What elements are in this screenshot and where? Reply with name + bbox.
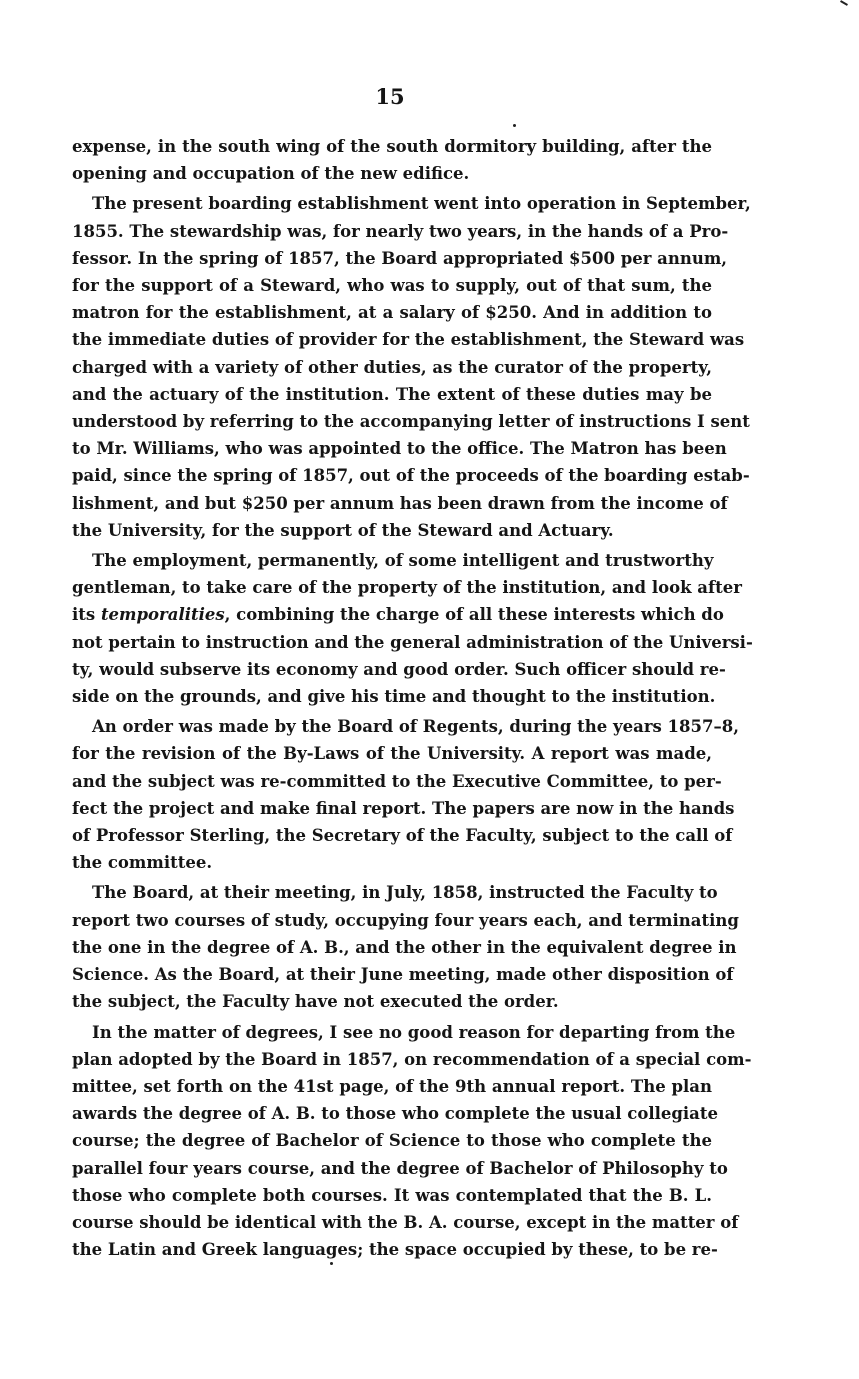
text-line: to Mr. Williams, who was appointed to the office. The Matron has been bbox=[72, 439, 727, 459]
text-line: the one in the degree of A. B., and the other in the equivalent degree in bbox=[72, 937, 737, 957]
scan-speck bbox=[330, 1262, 333, 1265]
text-line: The employment, permanently, of some intelligent and trustworthy bbox=[92, 551, 714, 571]
paragraph-2 bbox=[72, 190, 751, 544]
text-line: 1855. The stewardship was, for nearly two years, in the hands of a Pro- bbox=[72, 221, 729, 241]
text-line: lishment, and but $250 per annum has been drawn from the income of bbox=[72, 493, 728, 513]
italic-term: temporalities bbox=[100, 605, 225, 625]
text-line: and the subject was re-committed to the Executive Committee, to per- bbox=[72, 771, 722, 791]
paragraph-3 bbox=[72, 547, 753, 710]
text-line: those who complete both courses. It was contemplated that the B. L. bbox=[72, 1185, 712, 1205]
text-line: mittee, set forth on the 41st page, of the 9th annual report. The plan bbox=[72, 1076, 712, 1096]
text-line: parallel four years course, and the degree of Bachelor of Philosophy to bbox=[72, 1158, 728, 1178]
text-line: gentleman, to take care of the property of the institution, and look after bbox=[72, 578, 742, 598]
text-line: expense, in the south wing of the south dormitory building, after the bbox=[72, 137, 712, 156]
text-line: matron for the establishment, at a salary of $250. And in addition to bbox=[72, 303, 712, 323]
text-line: course; the degree of Bachelor of Science to those who complete the bbox=[72, 1131, 712, 1151]
text-line: ty, would subserve its economy and good order. Such officer should re- bbox=[72, 659, 726, 679]
paragraph-4 bbox=[72, 713, 739, 876]
text-line: charged with a variety of other duties, as the curator of the property, bbox=[72, 357, 712, 377]
text-line: side on the grounds, and give his time and thought to the institution. bbox=[72, 687, 716, 707]
text-line: the committee. bbox=[72, 853, 213, 873]
text-line: understood by referring to the accompanying letter of instructions I sent bbox=[72, 412, 750, 432]
text-line: the University, for the support of the Steward and Actuary. bbox=[72, 520, 614, 540]
text-line: The present boarding establishment went into operation in September, bbox=[92, 194, 751, 214]
page-number: 15 bbox=[375, 84, 405, 109]
text-line: the immediate duties of provider for the establishment, the Steward was bbox=[72, 330, 745, 350]
text-line: course should be identical with the B. A. course, except in the matter of bbox=[72, 1212, 739, 1232]
text-line: paid, since the spring of 1857, out of the proceeds of the boarding estab- bbox=[72, 466, 750, 486]
text-line: the Latin and Greek languages; the space occupied by these, to be re- bbox=[72, 1240, 718, 1260]
text-line: its temporalities, combining the charge of all these interests which do bbox=[72, 605, 724, 625]
scan-speck bbox=[513, 124, 516, 127]
text-line: not pertain to instruction and the general administration of the Universi- bbox=[72, 632, 753, 652]
scan-edge-mark bbox=[840, 0, 848, 6]
text-line: fessor. In the spring of 1857, the Board appropriated $500 per annum, bbox=[72, 248, 728, 268]
text-line: The Board, at their meeting, in July, 1858, instructed the Faculty to bbox=[92, 883, 718, 903]
text-line: In the matter of degrees, I see no good reason for departing from the bbox=[92, 1022, 736, 1042]
text-line: awards the degree of A. B. to those who complete the usual collegiate bbox=[72, 1104, 718, 1124]
text-line: Science. As the Board, at their June meeting, made other disposition of bbox=[72, 965, 734, 985]
text-line: An order was made by the Board of Regents, during the years 1857–8, bbox=[92, 717, 739, 737]
text-line: of Professor Sterling, the Secretary of the Faculty, subject to the call of bbox=[72, 826, 733, 846]
text-line: plan adopted by the Board in 1857, on recommendation of a special com- bbox=[72, 1049, 752, 1069]
text-line: report two courses of study, occupying four years each, and terminating bbox=[72, 910, 739, 930]
text-line: and the actuary of the institution. The extent of these duties may be bbox=[72, 384, 712, 404]
text-line: opening and occupation of the new edifice. bbox=[72, 164, 470, 184]
text-line: the subject, the Faculty have not executed the order. bbox=[72, 992, 559, 1012]
paragraph-6 bbox=[72, 1019, 752, 1264]
paragraph-1 bbox=[72, 133, 712, 187]
paragraph-5 bbox=[72, 879, 739, 1015]
text-line: fect the project and make final report. The papers are now in the hands bbox=[72, 798, 735, 818]
text-line: for the revision of the By-Laws of the University. A report was made, bbox=[72, 744, 712, 764]
body-text bbox=[72, 133, 753, 1266]
text-line: for the support of a Steward, who was to supply, out of that sum, the bbox=[72, 276, 712, 296]
